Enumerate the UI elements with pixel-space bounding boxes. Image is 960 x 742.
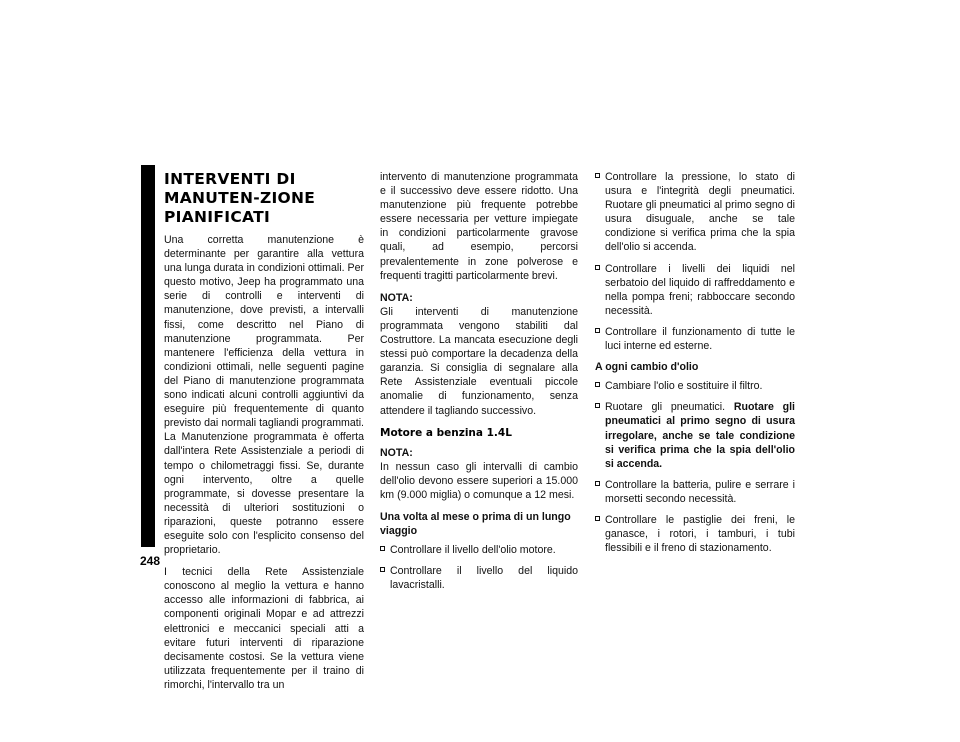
list-item: Ruotare gli pneumatici. Ruotare gli pneumatici al primo segno di usura irregolare, anche se tale condizione si verifica prima che la spia dell'olio si accenda.	[595, 400, 795, 470]
intro-paragraph: Una corretta manutenzione è determinante per garantire alla vettura una lunga durata in condizioni ottimali. Per questo motivo, Jeep ha programmato una serie di controlli e interventi di manutenzione, dove previsti, a intervalli fissi, come descritto nel Piano di manutenzione programmata. Per mantenere l'efficienza della vettura in condizioni ottimali, nelle seguenti pagine del Piano di manutenzione programmata sono indicati alcuni controlli aggiuntivi da eseguire più frequentemente di quanto previsto dai normali tagliandi programmati. La Manutenzione programmata è offerta dall'intera Rete Assistenziale a periodi di tempo o chilometraggi fissi. Se, durante ogni intervento, oltre a quelle programmate, si dovesse presentare la necessità di ulteriori sostituzioni o riparazioni, queste potranno essere eseguite solo con l'esplicito consenso del proprietario.	[164, 234, 364, 557]
note-label: NOTA:	[380, 291, 413, 304]
checkbox-bullet-icon	[380, 567, 385, 572]
technicians-paragraph: I tecnici della Rete Assistenziale conoscono al meglio la vettura e hanno accesso alle informazioni di fabbrica, ai componenti originali Mopar e ad attrezzi elettronici e meccanici speciali atti a evitare futuri interventi di riparazione decisamente costosi. Se la vettura viene utilizzata frequentemente per il traino di rimorchi, l'intervallo tra un	[164, 566, 364, 691]
checkbox-bullet-icon	[595, 382, 600, 387]
checkbox-bullet-icon	[595, 328, 600, 333]
checkbox-bullet-icon	[380, 546, 385, 551]
engine-heading: Motore a benzina 1.4L	[380, 426, 512, 439]
monthly-heading: Una volta al mese o prima di un lungo viaggio	[380, 510, 571, 538]
list-item: Controllare i livelli dei liquidi nel serbatoio del liquido di raffreddamento e nella pompa freni; rabboccare secondo necessità.	[595, 262, 795, 318]
checkbox-bullet-icon	[595, 173, 600, 178]
oil-change-list	[595, 379, 795, 555]
monthly-list-continued	[595, 170, 795, 353]
page-number: 248	[140, 554, 161, 568]
column-2	[380, 170, 578, 599]
note-label: NOTA:	[380, 446, 413, 459]
list-item: Controllare il funzionamento di tutte le luci interne ed esterne.	[595, 325, 795, 353]
list-item: Controllare la batteria, pulire e serrare i morsetti secondo necessità.	[595, 478, 795, 506]
column-1	[164, 170, 364, 700]
page-heading: INTERVENTI DI MANUTEN-ZIONE PIANIFICATI	[164, 170, 316, 226]
emphasized-text: Ruotare gli pneumatici al primo segno di usura irregolare, anche se tale condizione si verifica prima che la spia dell'olio si accenda.	[605, 401, 795, 470]
checkbox-bullet-icon	[595, 481, 600, 486]
oil-change-heading: A ogni cambio d'olio	[595, 361, 699, 374]
list-item: Controllare il livello dell'olio motore.	[380, 543, 578, 557]
checkbox-bullet-icon	[595, 403, 600, 408]
checkbox-bullet-icon	[595, 516, 600, 521]
oil-interval-note: In nessun caso gli intervalli di cambio dell'olio devono essere superiori a 15.000 km (9.000 miglia) o comunque a 12 mesi.	[380, 460, 578, 501]
list-item: Controllare le pastiglie dei freni, le ganasce, i rotori, i tamburi, i tubi flessibili e il freno di stazionamento.	[595, 513, 795, 555]
note-text: Gli interventi di manutenzione programmata vengono stabiliti dal Costruttore. La mancata esecuzione degli stessi può comportare la decadenza della garanzia. Si consiglia di segnalare alla Rete Assistenziale eventuali piccole anomalie di funzionamento, senza attendere il tagliando successivo.	[380, 305, 578, 417]
section-title: ASSISTENZA E MANUTENZIONE	[138, 230, 157, 500]
monthly-list	[380, 543, 578, 592]
column-3	[595, 170, 795, 562]
continuation-paragraph: intervento di manutenzione programmata e il successivo deve essere ridotto. Una manutenzione più frequente potrebbe essere necessaria per vetture impiegate in condizioni particolarmente gravose quali, ad esempio, percorsi prevalentemente in zone polverose e frequenti tragitti particolarmente brevi.	[380, 171, 578, 282]
list-item: Cambiare l'olio e sostituire il filtro.	[595, 379, 795, 393]
list-item: Controllare il livello del liquido lavacristalli.	[380, 564, 578, 592]
list-item: Controllare la pressione, lo stato di usura e l'integrità degli pneumatici. Ruotare gli pneumatici al primo segno di usura disuguale, anche se tale condizione si verifica prima che la spia dell'olio si accenda.	[595, 170, 795, 255]
checkbox-bullet-icon	[595, 265, 600, 270]
